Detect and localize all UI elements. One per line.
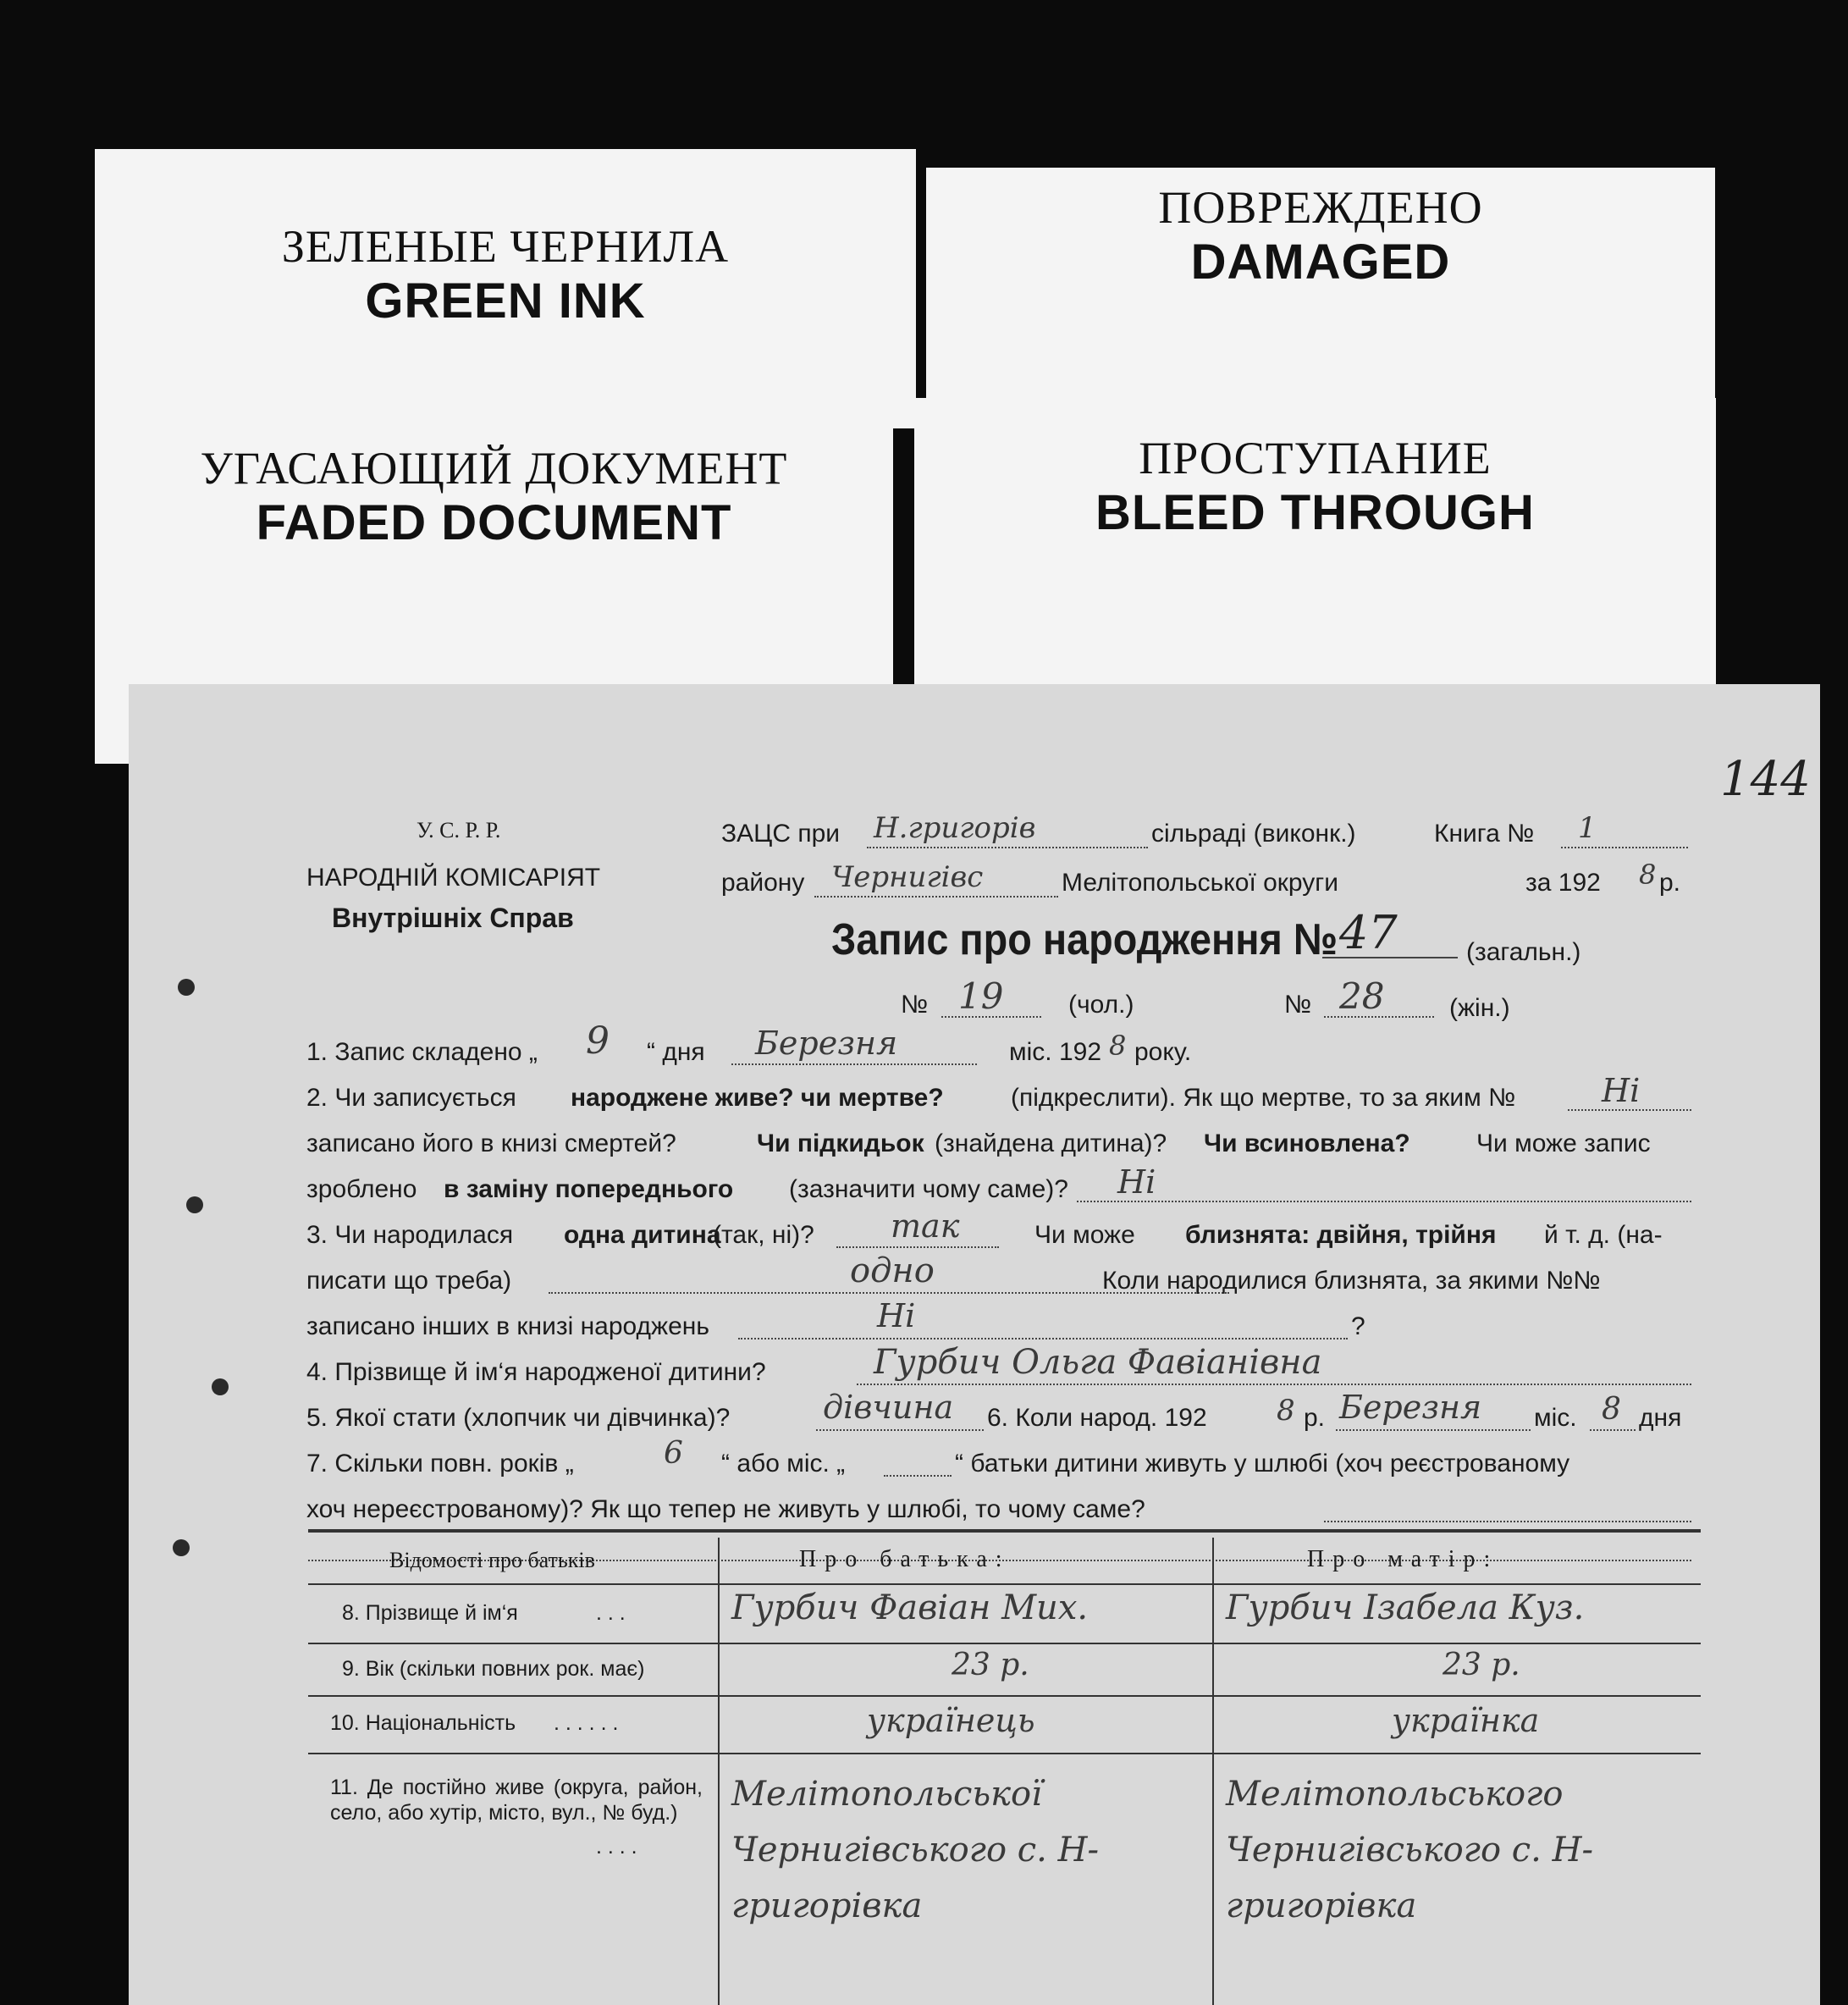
female-suffix: (жін.) [1449, 994, 1510, 1022]
damaged-ru: ПОВРЕЖДЕНО [1158, 182, 1483, 233]
general-label: (загальн.) [1466, 938, 1581, 966]
father-residence: Мелітопольської Чернигівського с. Н-григорівка [731, 1775, 1099, 1925]
q6-day: 8 [1602, 1392, 1621, 1427]
q2-l3-c: (зазначити чому саме)? [789, 1175, 1068, 1203]
row-name-dots: . . . [596, 1601, 626, 1625]
q6-day-line [1590, 1429, 1636, 1431]
q5-line [816, 1429, 984, 1431]
punch-hole [173, 1539, 190, 1556]
row-nationality-dots: . . . . . . [554, 1711, 619, 1735]
mother-name: Гурбич Ізабела Куз. [1226, 1588, 1585, 1627]
q1-text-b: “ дня [647, 1038, 705, 1066]
q1-month: Березня [755, 1025, 898, 1062]
district-value: Чернигівс [831, 860, 984, 894]
punch-hole [186, 1196, 203, 1213]
zags-suffix: сільраді (виконк.) [1151, 820, 1356, 848]
q1-year: 8 [1109, 1030, 1127, 1062]
q7-l1-c: “ батьки дитини живуть у шлюбі (хоч реєстрованому [955, 1450, 1570, 1478]
q2-l3-a: зроблено [306, 1175, 417, 1203]
table-head-info: Відомості про батьків [389, 1548, 595, 1572]
q3-l3-value: Ні [877, 1297, 916, 1334]
male-no-label: № [901, 991, 929, 1019]
q1-text-d: року. [1134, 1038, 1192, 1066]
year-label: за 192 [1525, 869, 1601, 897]
q4-value: Гурбич Ольга Фавіанівна [874, 1343, 1322, 1382]
q6-year: 8 [1277, 1394, 1295, 1428]
punch-hole [212, 1378, 229, 1395]
q6-r: р. [1304, 1404, 1326, 1432]
q6-month: Березня [1339, 1389, 1482, 1426]
page-number: 144 [1720, 752, 1811, 807]
father-nationality: українець [867, 1702, 1035, 1739]
row-residence-label: 11. Де постійно живе (округа, район, село, або хутір, місто, вул., № буд.) [330, 1776, 703, 1825]
q5-label: 5. Якої стати (хлопчик чи дівчинка)? [306, 1404, 731, 1432]
record-title: Запис про народження № [831, 915, 1338, 964]
q6-mis: міс. [1534, 1404, 1577, 1432]
table-col-rule [1212, 1538, 1214, 2005]
record-number: 47 [1339, 906, 1398, 959]
mother-age: 23 р. [1443, 1648, 1520, 1682]
q4-line [857, 1384, 1691, 1385]
q2-l3-b: в заміну попереднього [444, 1175, 734, 1203]
q2-l3-line [1077, 1201, 1691, 1202]
faded-ru: УГАСАЮЩИЙ ДОКУМЕНТ [200, 443, 788, 494]
q3-l2-a: писати що треба) [306, 1267, 512, 1295]
q3-l3-line [738, 1338, 1348, 1339]
green-ink-en: GREEN INK [365, 273, 646, 329]
q1-day: 9 [586, 1019, 610, 1063]
q7-l1-a: 7. Скільки повн. років „ [306, 1450, 574, 1478]
book-label: Книга № [1434, 820, 1535, 848]
row-nationality-label: 10. Національність [330, 1711, 516, 1735]
year-suffix: р. [1659, 869, 1681, 897]
birth-record-form [129, 684, 1820, 2005]
table-row-rule [308, 1695, 1701, 1697]
row-age-label: 9. Вік (скільки повних рок. має) [342, 1657, 645, 1681]
green-ink-ru: ЗЕЛЕНЫЕ ЧЕРНИЛА [281, 221, 730, 272]
year-value: 8 [1639, 859, 1657, 891]
q3-l1-c: (так, ні)? [713, 1221, 814, 1249]
q2-l2-c: (знайдена дитина)? [935, 1130, 1167, 1157]
bleed-ru: ПРОСТУПАНИЕ [1139, 433, 1492, 483]
q2-l1-value: Ні [1602, 1072, 1641, 1109]
zags-village-value: Н.григорів [874, 811, 1036, 845]
q7-l2-line [1324, 1521, 1691, 1522]
row-name-label: 8. Прізвище й ім‘я [342, 1601, 518, 1625]
father-age: 23 р. [952, 1648, 1029, 1682]
q3-l1-d: Чи може [1034, 1221, 1135, 1249]
table-row-rule [308, 1753, 1701, 1754]
q3-l1-b: одна дитина [564, 1221, 721, 1249]
q7-years: 6 [664, 1436, 683, 1471]
male-no-value: 19 [958, 975, 1004, 1017]
green-ink-card [95, 149, 916, 428]
zags-prefix: ЗАЦС при [721, 820, 841, 848]
header-commissariat: НАРОДНІЙ КОМІСАРІЯТ [306, 864, 601, 892]
q6-label: 6. Коли народ. 192 [987, 1404, 1207, 1432]
okruha-label: Мелітопольської округи [1062, 869, 1338, 897]
q7-l1-b: “ або міс. „ [721, 1450, 846, 1478]
q1-text-c: міс. 192 [1009, 1038, 1102, 1066]
mother-nationality: українка [1392, 1702, 1540, 1739]
q3-l1-line [836, 1246, 999, 1248]
table-head-mother: Про матір: [1307, 1546, 1499, 1572]
q2-l1-c: (підкреслити). Як що мертве, то за яким № [1011, 1084, 1516, 1112]
bleed-en: BLEED THROUGH [1095, 485, 1535, 540]
q7-l2: хоч нереєстрованому)? Як що тепер не живуть у шлюбі, то чому саме? [306, 1495, 1145, 1523]
q3-l1-e: близнята: двійня, трійня [1185, 1221, 1497, 1249]
q3-l1-f: й т. д. (на- [1544, 1221, 1663, 1249]
q3-l1-value: так [891, 1207, 960, 1245]
header-internal-affairs: Внутрішніх Справ [332, 903, 574, 933]
district-label: району [721, 869, 805, 897]
male-suffix: (чол.) [1068, 991, 1134, 1019]
book-line [1561, 847, 1688, 848]
table-row-rule [308, 1643, 1701, 1644]
q2-l2-d: Чи всиновлена? [1204, 1130, 1410, 1157]
female-no-label: № [1284, 991, 1312, 1019]
q2-l2-e: Чи може запис [1476, 1130, 1651, 1157]
row-residence-dots: . . . . [596, 1835, 637, 1859]
q2-l1-b: народжене живе? чи мертве? [571, 1084, 944, 1112]
q3-l2-b: Коли народилися близнята, за якими №№ [1102, 1267, 1601, 1295]
mother-residence: Мелітопольського Чернигівського с. Н-григорівка [1226, 1775, 1593, 1925]
q7-months-line [884, 1475, 952, 1477]
damaged-en: DAMAGED [1190, 235, 1451, 290]
faded-en: FADED DOCUMENT [256, 495, 732, 550]
table-top-rule [308, 1529, 1701, 1533]
q5-value: дівчина [823, 1389, 954, 1426]
header-ussr: У. С. Р. Р. [416, 818, 501, 842]
q4-label: 4. Прізвище й ім‘я народженої дитини? [306, 1358, 766, 1386]
q1-month-line [731, 1063, 977, 1065]
q3-l3-b: ? [1351, 1312, 1365, 1340]
punch-hole [178, 979, 195, 996]
q2-l2-a: записано його в книзі смертей? [306, 1130, 676, 1157]
q3-l3-a: записано інших в книзі народжень [306, 1312, 710, 1340]
q2-l3-value: Ні [1117, 1163, 1156, 1201]
q2-l1-a: 2. Чи записується [306, 1084, 516, 1112]
father-name: Гурбич Фавіан Мих. [731, 1588, 1089, 1627]
q3-l1-a: 3. Чи народилася [306, 1221, 514, 1249]
q3-l2-value: одно [850, 1251, 935, 1290]
district-line [814, 896, 1058, 898]
q1-text-a: 1. Запис складено „ [306, 1038, 538, 1066]
q6-dnya: дня [1639, 1404, 1682, 1432]
table-head-father: Про батька: [799, 1546, 1011, 1572]
parents-table [308, 1529, 1701, 2005]
table-header-rule [308, 1583, 1701, 1585]
table-col-rule [718, 1538, 720, 2005]
q2-l1-line [1568, 1109, 1691, 1111]
q6-month-line [1336, 1429, 1531, 1431]
zags-village-line [867, 847, 1148, 848]
female-no-value: 28 [1339, 975, 1385, 1017]
book-value: 1 [1578, 811, 1597, 845]
damaged-card [926, 168, 1715, 422]
q2-l2-b: Чи підкидьок [757, 1130, 924, 1157]
